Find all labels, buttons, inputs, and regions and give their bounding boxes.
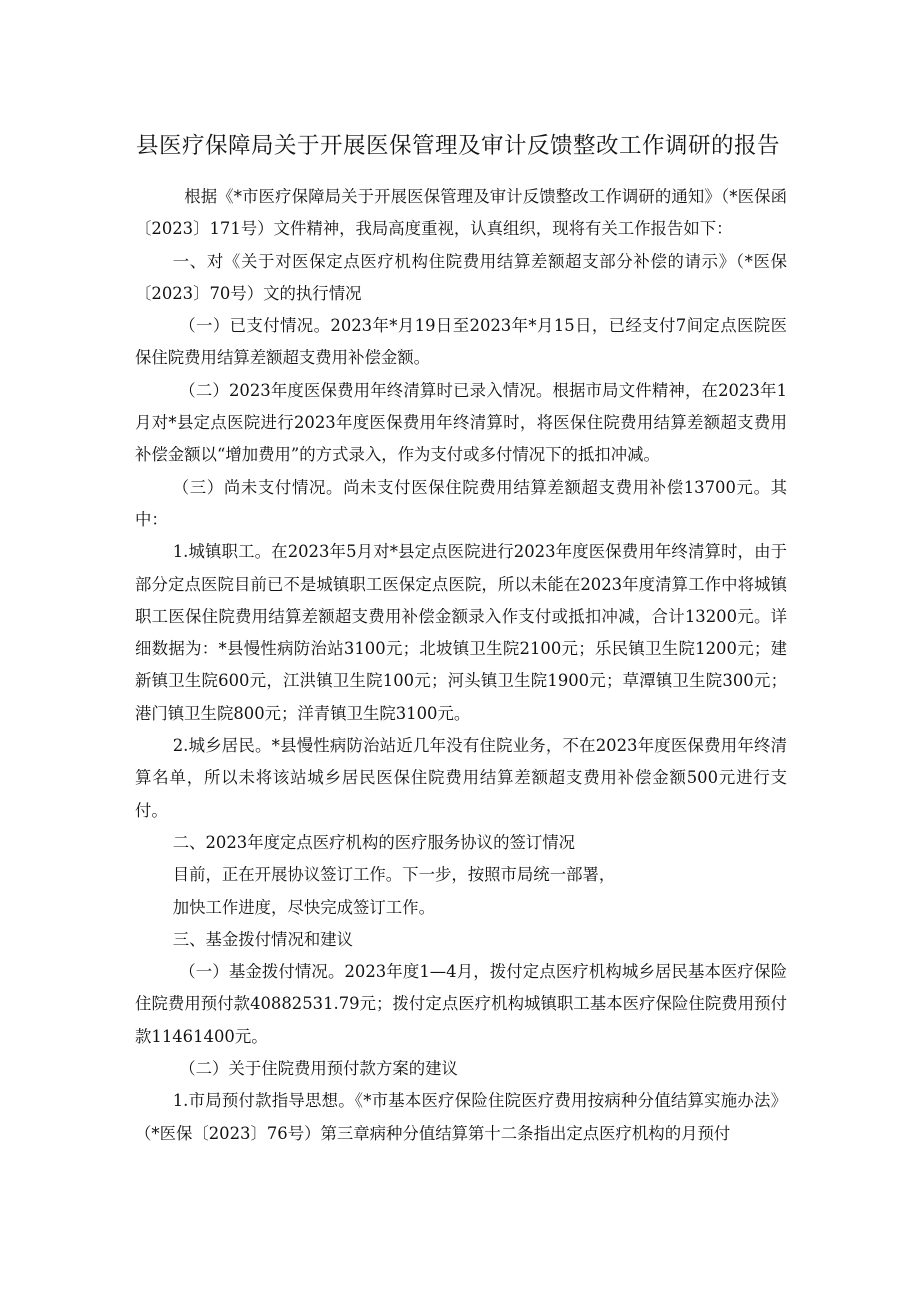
section-heading-2: 二、2023年度定点医疗机构的医疗服务协议的签订情况 — [172, 832, 576, 852]
paragraph-unpaid: （三）尚未支付情况。尚未支付医保住院费用结算差额超支费用补偿13700元。其中： — [135, 477, 787, 529]
document-title: 县医疗保障局关于开展医保管理及审计反馈整改工作调研的报告 — [136, 133, 781, 159]
paragraph-paid: （一）已支付情况。2023年*月19日至2023年*月15日，已经支付7间定点医院医保住院费用结算差额超支费用补偿金额。 — [135, 316, 787, 368]
paragraph-prepayment-guidance: 1.市局预付款指导思想。《*市基本医疗保险住院医疗费用按病种分值结算实施办法》（*医保〔2023〕76号）第三章病种分值结算第十二条指出定点医疗机构的月预付 — [135, 1091, 787, 1143]
section-heading-3: 三、基金拨付情况和建议 — [172, 929, 354, 949]
paragraph-fund-disbursement: （一）基金拨付情况。2023年度1—4月，拨付定点医疗机构城乡居民基本医疗保险住院费用预付款40882531.79元；拨付定点医疗机构城镇职工基本医疗保险住院费用预付款11461400元。 — [135, 962, 787, 1046]
document-body — [135, 181, 787, 1150]
paragraph-urban-employees: 1.城镇职工。在2023年5月对*县定点医院进行2023年度医保费用年终清算时，由于部分定点医院目前已不是城镇职工医保定点医院，所以未能在2023年度清算工作中将城镇职工医保住院费用结算差额超支费用补偿金额录入作支付或抵扣冲减，合计13200元。详细数据为：*县慢性病防治站3100元；北坡镇卫生院2100元；乐民镇卫生院1200元；建新镇卫生院600元，江洪镇卫生院100元；河头镇卫生院1900元；草潭镇卫生院300元；港门镇卫生院800元；洋青镇卫生院3100元。 — [135, 542, 787, 723]
paragraph-prepayment-heading: （二）关于住院费用预付款方案的建议 — [179, 1059, 458, 1079]
paragraph-recorded: （二）2023年度医保费用年终清算时已录入情况。根据市局文件精神，在2023年1月对*县定点医院进行2023年度医保费用年终清算时，将医保住院费用结算差额超支费用补偿金额以“增加费用”的方式录入，作为支付或多付情况下的抵扣冲减。 — [135, 380, 787, 465]
paragraph-agreement-status: 目前，正在开展协议签订工作。下一步，按照市局统一部署， — [172, 865, 616, 885]
paragraph-urban-rural-residents: 2.城乡居民。*县慢性病防治站近几年没有住院业务，不在2023年度医保费用年终清算名单，所以未将该站城乡居民医保住院费用结算差额超支费用补偿金额500元进行支付。 — [135, 736, 787, 820]
intro-paragraph: 根据《*市医疗保障局关于开展医保管理及审计反馈整改工作调研的通知》（*医保函〔2023〕171号）文件精神，我局高度重视，认真组织，现将有关工作报告如下： — [135, 187, 787, 239]
section-heading-1: 一、对《关于对医保定点医疗机构住院费用结算差额超支部分补偿的请示》（*医保〔2023〕70号）文的执行情况 — [135, 251, 787, 303]
paragraph-agreement-next: 加快工作进度，尽快完成签订工作。 — [172, 897, 435, 917]
